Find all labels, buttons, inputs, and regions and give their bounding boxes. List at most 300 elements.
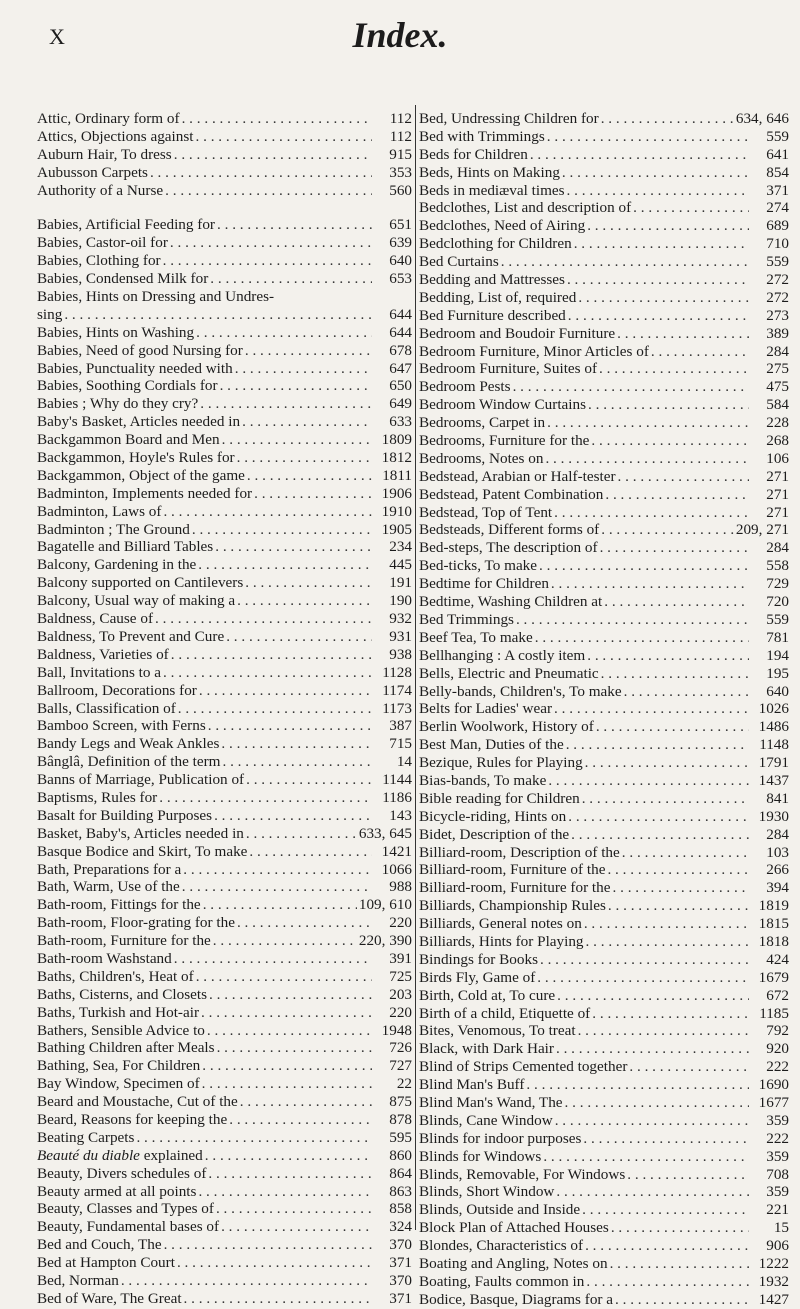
dot-leader [183,861,372,879]
index-entry-text: Bias-bands, To make [419,771,547,789]
dot-leader [571,826,749,844]
index-entry-text: Bedrooms, Furniture for the [419,432,590,450]
index-entry [419,1076,789,1094]
index-entry [419,199,789,217]
index-entry [37,252,412,270]
dot-leader [568,808,749,826]
index-entry-text: Birds Fly, Game of [419,968,536,986]
index-entry-page: 875 [389,1093,412,1111]
index-entry-page: 1906 [381,484,412,502]
dot-leader [163,503,372,521]
index-entry-page: 559 [766,253,789,271]
dot-leader [604,593,749,611]
index-entry [419,432,789,450]
index-entry-page: 284 [766,539,789,557]
index-entry-page: 359 [766,1111,789,1129]
index-entry-text: Babies, Condensed Milk for [37,270,209,288]
index-entry [419,128,789,146]
index-entry-page: 640 [766,682,789,700]
index-entry [37,306,412,324]
index-entry-text: Aubusson Carpets [37,163,148,181]
dot-leader [574,235,749,253]
index-entry [37,324,412,342]
index-entry [37,128,412,146]
index-entry-page: 387 [389,717,412,735]
index-entry-page: 284 [766,342,789,360]
index-entry-page: 649 [389,395,412,413]
index-entry-text: Baptisms, Rules for [37,788,158,806]
index-entry [37,360,412,378]
index-entry-text: Bath-room, Furniture for the [37,932,211,950]
index-entry-page: 1815 [758,915,789,933]
index-entry [37,1200,412,1218]
index-entry [37,146,412,164]
index-entry-page: 792 [766,1022,789,1040]
index-entry-page: 143 [389,806,412,824]
index-entry-text: Baths, Children's, Heat of [37,967,194,985]
index-entry-text: Babies, Need of good Nursing for [37,341,243,359]
index-entry [37,1022,412,1040]
dot-leader [201,1004,372,1022]
index-entry [37,1111,412,1129]
index-entry [419,826,789,844]
dot-leader [196,968,372,986]
dot-leader [64,306,372,324]
index-entry [37,1165,412,1183]
index-entry [419,611,789,629]
index-entry [419,1219,789,1237]
index-entry-text: Bed Curtains [419,253,499,271]
dot-leader [182,110,372,128]
index-entry-text: Beauty, Divers schedules of [37,1164,207,1182]
index-entry-page: 15 [773,1219,789,1237]
index-entry-page: 266 [766,861,789,879]
index-entry-page: 445 [389,556,412,574]
dot-leader [627,1166,749,1184]
index-entry-text: Bathing, Sea, For Children [37,1057,201,1075]
index-entry-page: 234 [389,538,412,556]
index-entry-text: Bed and Couch, The [37,1236,162,1254]
index-entry-page: 112 [389,110,412,127]
index-entry [419,253,789,271]
dot-leader [582,1201,749,1219]
index-column-left [37,110,412,1308]
index-entry [37,1272,412,1290]
dot-leader [592,1005,749,1023]
index-entry [37,771,412,789]
index-entry-text: Bedstead, Arabian or Half-tester [419,467,616,485]
index-entry-page: 653 [389,270,412,288]
index-entry-page: 1148 [759,736,789,754]
index-entry-text: Billiard-room, Furniture of the [419,861,606,879]
index-entry [37,950,412,968]
index-entry [37,556,412,574]
dot-leader [200,395,372,413]
index-entry [37,789,412,807]
index-entry [419,987,789,1005]
index-entry-page: 324 [389,1218,412,1236]
index-entry [37,538,412,556]
index-entry [419,1112,789,1130]
index-entry [419,754,789,772]
index-entry [37,377,412,395]
index-entry [37,342,412,360]
index-entry-page: 641 [766,145,789,163]
dot-leader [591,432,749,450]
dot-leader [213,932,357,950]
index-entry [419,307,789,325]
index-entry [419,146,789,164]
index-entry-page: 371 [389,1254,412,1272]
index-entry-page: 1679 [758,968,789,986]
index-entry-page: 275 [766,360,789,378]
index-entry-text: Bath, Preparations for a [37,860,182,878]
dot-leader [198,1183,372,1201]
dot-leader [203,896,357,914]
index-entry-text: Beard and Moustache, Cut of the [37,1093,238,1111]
index-entry-text: Blondes, Characteristics of [419,1237,584,1255]
index-entry-page: 644 [389,305,412,323]
index-entry [37,413,412,431]
index-entry-text: Auburn Hair, To dress [37,145,172,163]
index-entry [37,270,412,288]
index-entry [419,360,789,378]
dot-leader [578,289,749,307]
index-entry [37,164,412,182]
index-entry [419,808,789,826]
index-entry [419,575,789,593]
dot-leader [540,951,749,969]
index-entry-page: 274 [766,199,789,217]
dot-leader [208,1165,372,1183]
index-entry [419,593,789,611]
index-entry-text: Beating Carpets [37,1128,135,1146]
index-entry-text: Attics, Objections against [37,127,194,145]
index-entry [419,897,789,915]
index-entry [419,647,789,665]
index-entry-page: 559 [766,127,789,145]
index-entry-text: Boating, Faults common in [419,1272,585,1290]
index-entry-page: 1026 [758,700,789,718]
index-entry-page: 271 [766,485,789,503]
index-entry-text: Backgammon, Object of the game [37,466,245,484]
index-entry-page: 558 [766,557,789,575]
dot-leader [588,396,749,414]
dot-leader [216,1200,372,1218]
dot-leader [155,610,372,628]
index-entry-text: Bed Furniture described [419,306,566,324]
dot-leader [578,1022,749,1040]
index-entry [419,1291,789,1309]
index-entry [419,844,789,862]
index-entry [37,717,412,735]
index-entry-text: Bedtime, Washing Children at [419,593,603,611]
dot-leader [585,1237,749,1255]
index-entry-page: 1437 [758,771,789,789]
index-entry-text: Bed, Norman [37,1272,119,1289]
index-entry [419,1255,789,1273]
index-entry-text: Babies, Clothing for [37,252,161,270]
dot-leader [610,1255,749,1273]
dot-leader [555,1112,749,1130]
index-entry-text: Baldness, Cause of [37,610,153,628]
index-entry [419,504,789,522]
index-entry-text: Babies, Punctuality needed with [37,359,233,377]
index-entry-text: Babies ; Why do they cry? [37,395,199,413]
dot-leader [229,1111,372,1129]
dot-leader [202,1075,372,1093]
index-entry-text: Bedstead, Patent Combination [419,485,604,503]
index-entry [419,325,789,343]
dot-leader [210,270,372,288]
index-entry-page: 1222 [758,1255,789,1272]
index-entry-text: Bed with Trimmings [419,127,545,145]
index-entry-page: 931 [389,627,412,645]
index-entry-page: 370 [389,1272,412,1289]
dot-leader [567,271,749,289]
dot-leader [554,700,749,718]
index-entry-text: Babies, Soothing Cordials for [37,377,218,395]
index-entry-page: 1066 [381,860,412,878]
index-entry [419,736,789,754]
index-entry [37,700,412,718]
index-entry-text: Bedroom Furniture, Minor Articles of [419,342,649,360]
dot-leader [214,807,372,825]
dot-leader [159,789,372,807]
index-entry [37,825,412,843]
index-entry [37,503,412,521]
index-entry [419,521,789,539]
dot-leader [150,164,372,182]
index-entry-page: 727 [389,1057,412,1075]
dot-leader [121,1272,372,1290]
index-entry-text: Beds, Hints on Making [419,163,560,181]
index-entry [419,1022,789,1040]
index-entry-page: 1811 [382,466,412,484]
index-entry-page: 864 [389,1164,412,1182]
dot-leader [226,628,372,646]
index-entry [419,343,789,361]
dot-leader [622,844,749,862]
index-entry-page: 647 [389,359,412,377]
index-entry-page: 1791 [758,754,789,772]
index-entry [37,1147,412,1165]
index-entry-page: 1421 [381,842,412,860]
index-entry-page: 271 [766,503,789,521]
index-entry [419,450,789,468]
index-entry-text: Bedclothes, List and description of [419,199,632,217]
index-entry-page: 854 [766,163,789,181]
dot-leader [605,486,749,504]
index-entry-page: 475 [766,378,789,396]
index-entry [37,521,412,539]
index-entry [37,288,412,306]
index-entry [419,414,789,432]
index-entry-text: Badminton, Implements needed for [37,484,253,502]
index-entry-page: 195 [766,664,789,682]
index-entry [419,933,789,951]
index-entry [419,1094,789,1112]
dot-leader [246,825,357,843]
index-entry [37,735,412,753]
index-column-right [415,105,789,1308]
index-entry [37,234,412,252]
dot-leader [601,521,734,539]
dot-leader [196,324,372,342]
index-entry [37,610,412,628]
index-entry-text: sing [37,305,63,323]
index-entry-text: Attic, Ordinary form of [37,110,180,127]
index-entry-page: 271 [766,467,789,485]
index-entry-text: Badminton, Laws of [37,502,162,520]
index-entry-text: Billiards, Hints for Playing [419,932,584,950]
index-entry-page: 584 [766,396,789,414]
index-entry-page: 726 [389,1039,412,1057]
dot-leader [221,1218,372,1236]
dot-leader [608,897,749,915]
index-entry [37,646,412,664]
index-entry-page: 1185 [759,1004,789,1022]
index-entry [37,896,412,914]
index-entry-page: 729 [766,575,789,593]
index-entry-page: 906 [766,1237,789,1255]
index-entry-text: Billiard-room, Furniture for the [419,879,611,897]
index-entry-text: Ball, Invitations to a [37,663,162,681]
index-entry [37,1057,412,1075]
index-entry-page: 1174 [382,681,412,699]
index-entry [37,182,412,200]
index-entry [419,289,789,307]
index-entry-text: Beauty, Classes and Types of [37,1200,214,1218]
index-entry-page: 650 [389,377,412,395]
index-entry-page: 106 [766,449,789,467]
index-entry-page: 222 [766,1058,789,1076]
index-entry [37,1093,412,1111]
index-entry [419,1058,789,1076]
dot-leader [249,843,372,861]
dot-leader [537,969,749,987]
index-entry-text: Backgammon, Hoyle's Rules for [37,449,235,467]
index-entry [419,1005,789,1023]
index-entry [37,1218,412,1236]
index-entry-text: Bites, Venomous, To treat [419,1022,576,1040]
index-entry-text: Block Plan of Attached Houses [419,1219,609,1237]
index-entry-text: Black, with Dark Hair [419,1040,554,1058]
dot-leader [240,1093,372,1111]
index-entry [419,557,789,575]
index-entry [37,1129,412,1147]
index-entry-text: Bedclothes, Need of Airing [419,217,586,235]
index-entry [37,574,412,592]
index-entry-page: 651 [389,216,412,234]
index-entry-page: 1690 [758,1076,789,1094]
index-entry-text: Bodice, Basque, Diagrams for a [419,1290,614,1308]
index-entry-page: 394 [766,879,789,897]
index-entry-page: 220 [389,1003,412,1021]
index-entry-text: Bedtime for Children [419,575,549,593]
index-entry-text: Ballroom, Decorations for [37,681,197,699]
dot-leader [629,1058,749,1076]
index-entry [419,1273,789,1291]
dot-leader [565,1094,749,1112]
index-entry [419,182,789,200]
index-entry-text: Bagatelle and Billiard Tables [37,538,214,556]
dot-leader [209,986,372,1004]
index-entry-page: 22 [396,1075,412,1093]
index-entry-text: Beard, Reasons for keeping the [37,1110,228,1128]
dot-leader [516,611,749,629]
dot-leader [205,1147,372,1165]
index-entry-text: Bathing Children after Meals [37,1039,215,1057]
index-entry-page: 678 [389,341,412,359]
dot-leader [242,413,372,431]
index-entry-text: Bedrooms, Carpet in [419,414,546,432]
dot-leader [163,252,372,270]
index-entry-page: 1809 [381,431,412,449]
dot-leader [208,717,372,735]
dot-leader [217,1039,372,1057]
index-entry-page: 720 [766,593,789,611]
index-entry-page: 689 [766,217,789,235]
index-entry [419,861,789,879]
index-entry [419,468,789,486]
index-entry-text: Beds in mediæval times [419,181,565,199]
index-entry-page: 222 [766,1129,789,1147]
dot-leader [207,1022,372,1040]
index-entry-text: Bedsteads, Different forms of [419,521,600,539]
index-entry-text: Balls, Classification of [37,699,176,717]
index-entry-text: Bed Trimmings [419,610,514,628]
index-entry-page: 103 [766,843,789,861]
dot-leader [611,1219,749,1237]
index-entry-page: 221 [766,1201,789,1219]
index-entry-page: 559 [766,610,789,628]
dot-leader [600,539,749,557]
index-entry-page: 1128 [382,663,412,681]
index-entry-text: Beauty armed at all points [37,1182,197,1200]
dot-leader [535,629,749,647]
dot-leader [601,110,734,128]
index-entry [419,1040,789,1058]
index-entry-page: 190 [389,592,412,610]
page-number: X [49,24,66,49]
index-entry-text: Billiards, General notes on [419,915,582,933]
index-entry [37,431,412,449]
dot-leader [566,736,749,754]
index-entry-text: Birth of a child, Etiquette of [419,1004,591,1022]
index-entry-text: Basalt for Building Purposes [37,806,213,824]
index-entry-page: 932 [389,610,412,628]
index-entry-page: 112 [389,127,412,145]
dot-leader [547,414,749,432]
dot-leader [222,753,372,771]
dot-leader [586,933,749,951]
index-entry-page: 633 [389,413,412,431]
index-entry-text: Bedroom Furniture, Suites of [419,360,598,378]
index-entry-page: 424 [766,950,789,968]
index-entry [419,879,789,897]
index-entry [37,628,412,646]
dot-leader [202,1057,372,1075]
index-entry-page: 915 [389,145,412,163]
index-entry [37,1183,412,1201]
dot-leader [199,682,372,700]
dot-leader [568,307,749,325]
index-entry-text: Baby's Basket, Articles needed in [37,413,241,431]
index-entry [37,932,412,950]
index-entry [419,539,789,557]
dot-leader [182,878,372,896]
